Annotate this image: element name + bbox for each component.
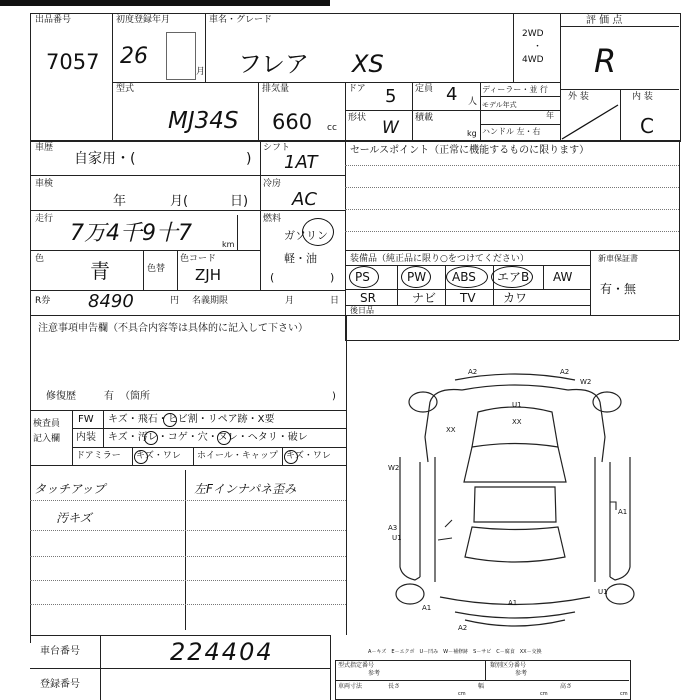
divider (112, 13, 113, 140)
divider (560, 89, 679, 90)
equipment-item: SR (360, 291, 376, 305)
sheet-header-bar (0, 0, 330, 6)
equipment-circle (401, 266, 431, 288)
interior-label: 内 装 (632, 92, 653, 102)
divider (205, 13, 206, 82)
ac-value: AC (292, 189, 317, 210)
circle-mark (134, 450, 148, 464)
check-fw-label: FW (78, 414, 94, 425)
score-label: 評 価 点 (586, 15, 623, 26)
divider (30, 315, 679, 316)
sales-point-label: セールスポイント（正常に機能するものに限ります） (350, 145, 590, 156)
circle-mark (217, 431, 231, 445)
divider (260, 140, 261, 290)
drive-4wd: 4WD (522, 55, 544, 65)
dotted-line (30, 604, 346, 605)
damage-mark-front-right: A2 (560, 368, 570, 376)
equipment-item: エアB (497, 270, 530, 284)
equipment-item: TV (460, 291, 476, 305)
dims-label: 車両寸法 (338, 683, 363, 690)
repair-close: ) (332, 391, 336, 402)
dotted-line (30, 500, 346, 501)
model-code: MJ34S (168, 108, 239, 134)
first-reg-label: 初度登録年月 (116, 15, 171, 25)
check-wheel-label: ホイール・キャップ (197, 451, 278, 461)
divider (480, 96, 560, 97)
dotted-line (345, 187, 679, 188)
drive-dot: ・ (533, 42, 543, 52)
equipment-item: ナビ (412, 291, 437, 305)
usage-label: 車歴 (35, 143, 54, 153)
damage-mark-front: A2 (468, 368, 478, 376)
check-mirror-text: キズ・ワレ (136, 451, 181, 461)
divider (335, 680, 629, 681)
dotted-line (345, 165, 679, 166)
grade: XS (352, 50, 384, 78)
mileage-unit: km (222, 240, 235, 249)
divider (72, 428, 346, 429)
divider (30, 668, 330, 669)
circle-mark (144, 431, 158, 445)
shift-label: シフト (263, 143, 291, 153)
divider (345, 110, 560, 111)
dotted-line (345, 231, 679, 232)
check-interior-label: 内装 (76, 432, 96, 443)
dotted-line (30, 530, 346, 531)
check-wheel-text: キズ・ワレ (286, 451, 331, 461)
usage-value: 自家用・( (74, 151, 136, 167)
divider (543, 265, 544, 290)
divider (72, 410, 73, 465)
height-cm: cm (620, 691, 628, 697)
load-unit: kg (467, 129, 477, 138)
handwritten-note-1: タッチアップ (34, 482, 106, 496)
equipment-item: カワ (503, 291, 528, 305)
divider (143, 250, 144, 290)
divider (397, 265, 398, 305)
chassis-label: 車台番号 (40, 646, 80, 657)
divider (30, 250, 260, 251)
damage-mark-left-door-a: A3 (388, 524, 398, 532)
damage-mark-left-rear: A1 (422, 604, 432, 612)
fuel-light: 軽・油 (284, 252, 317, 265)
mileage-value: 7万4千9十7 (70, 221, 192, 246)
recycle-label: R券 (35, 296, 51, 306)
fuel-paren-open: ( (270, 271, 275, 284)
circle-mark (163, 413, 177, 427)
registration-month: 月 (285, 296, 295, 306)
damage-mark-front-right-corner: W2 (580, 378, 592, 386)
divider (560, 26, 679, 27)
reference-left: 参考 (368, 670, 381, 677)
chassis-number: 224404 (170, 638, 274, 666)
inspection-year: 年 (113, 194, 127, 209)
body-shape-label: 形状 (348, 113, 367, 123)
divider (193, 447, 194, 465)
damage-mark-left-door-u: U1 (392, 534, 402, 542)
first-reg-month-box (166, 32, 196, 80)
exterior-slash (560, 103, 620, 140)
divider (679, 140, 680, 340)
exterior-label: 外 装 (568, 92, 589, 102)
doors: 5 (385, 86, 397, 107)
fuel-label: 燃料 (263, 214, 282, 224)
load-label: 積載 (415, 113, 434, 123)
repair-label: 修復歴 (46, 391, 76, 402)
displacement-unit: cc (327, 123, 337, 133)
fuel-paren-close: ) (330, 271, 335, 284)
divider (30, 175, 345, 176)
divider (346, 465, 347, 635)
divider (72, 447, 346, 448)
color-change-label: 色替 (147, 264, 166, 274)
divider (445, 265, 446, 305)
check-interior-text: キズ・汚レ・コゲ・穴・ヌレ・ヘタリ・破レ (108, 432, 308, 443)
plate-label: 登録番号 (40, 679, 80, 690)
width-label: 幅 (478, 683, 485, 690)
divider (177, 250, 178, 290)
equipment-circle (446, 266, 488, 288)
registration-expiry-label: 名義期限 (192, 296, 229, 306)
divider (282, 447, 283, 465)
first-reg-year: 26 (120, 44, 148, 69)
model-name: フレア (238, 50, 310, 78)
equipment-circle (349, 266, 379, 288)
diagram-legend: A－キズ E－エクボ U－凹み W－補修跡 S－サビ C－腐食 XX－交換 (368, 649, 542, 655)
divider (30, 290, 345, 291)
inspector-label: 検査員 (33, 419, 61, 429)
divider (513, 13, 514, 82)
divider (620, 89, 621, 140)
length-cm: cm (458, 691, 466, 697)
notes-label: 注意事項申告欄（不具合内容等は具体的に記入して下さい） (38, 323, 308, 334)
handwritten-note-3: 左Fインナパネ歪み (194, 482, 297, 496)
equipment-item: AW (553, 270, 573, 284)
category-label: 類別区分番号 (490, 662, 527, 669)
usage-close: ) (246, 151, 252, 167)
divider (345, 250, 679, 251)
body-shape: W (382, 118, 399, 138)
divider (345, 340, 679, 341)
divider (345, 82, 346, 140)
damage-mark-left-pillar: W2 (388, 464, 400, 472)
ac-label: 冷房 (263, 179, 282, 189)
equipment-circle (491, 266, 533, 288)
inspection-day: 日) (230, 194, 249, 209)
dotted-line (30, 580, 346, 581)
inspection-month: 月( (170, 194, 189, 209)
repair-location: （箇所 (120, 391, 150, 402)
equipment-item: ABS (452, 270, 476, 284)
divider (485, 660, 486, 680)
divider (590, 250, 591, 315)
circle-mark (284, 450, 298, 464)
damage-mark-hood-xx: XX (512, 418, 522, 426)
divider (30, 635, 330, 636)
color-label: 色 (35, 254, 45, 264)
doors-label: ドア (348, 84, 366, 94)
divider (345, 140, 346, 340)
lot-number-label: 出品番号 (35, 15, 72, 25)
recycle-value: 8490 (88, 291, 134, 312)
mileage-label: 走行 (35, 214, 54, 224)
equipment-label: 装備品（純正品に限り○をつけてください） (350, 254, 529, 264)
car-damage-diagram (380, 362, 650, 647)
model-grade-label: 車名・グレード (209, 15, 273, 25)
color-code-label: 色コード (180, 254, 217, 264)
interior-score: C (640, 114, 654, 138)
post-date-label: 後日品 (350, 306, 374, 315)
capacity-unit: 人 (468, 97, 478, 107)
width-cm: cm (540, 691, 548, 697)
divider (30, 465, 346, 466)
divider (345, 305, 590, 306)
damage-mark-fender-left: XX (446, 426, 456, 434)
divider (30, 410, 346, 411)
warranty-label: 新車保証書 (598, 254, 638, 263)
model-note-label: 型式指定番号 (338, 662, 375, 669)
warranty-value: 有・無 (600, 282, 637, 296)
divider (346, 315, 347, 465)
damage-mark-right-door: A1 (618, 508, 628, 516)
check-fw-text: キズ・飛石・ヒビ割・リペア跡・X要 (108, 414, 275, 425)
equipment-item: PW (407, 270, 427, 284)
handle-label: ハンドル 左・右 (482, 127, 541, 136)
score-value: R (594, 42, 617, 80)
inspection-label: 車検 (35, 179, 54, 189)
divider (480, 82, 481, 140)
divider (30, 140, 679, 141)
damage-mark-rear: A1 (508, 599, 518, 607)
equipment-item: PS (355, 270, 370, 284)
divider (345, 289, 590, 290)
notes-entry-label: 記入欄 (33, 434, 61, 444)
divider (258, 82, 259, 140)
divider (412, 82, 413, 140)
model-code-label: 型式 (116, 84, 135, 94)
registration-day: 日 (330, 296, 340, 306)
capacity: 4 (446, 84, 458, 105)
damage-mark-right-rear: U1 (598, 588, 608, 596)
fuel-value: ガソリン (284, 229, 328, 242)
divider (30, 140, 31, 643)
color-code: ZJH (195, 266, 221, 284)
color-value: 青 (90, 259, 110, 283)
divider (185, 470, 186, 630)
divider (237, 215, 238, 250)
lot-number: 7057 (46, 50, 100, 74)
divider (103, 410, 104, 447)
handwritten-note-2: 汚キズ (56, 511, 92, 525)
damage-mark-hood: U1 (512, 401, 522, 409)
model-year-unit: 年 (546, 111, 554, 120)
shift-value: 1AT (284, 152, 318, 173)
divider (100, 635, 101, 700)
divider (30, 210, 345, 211)
displacement-label: 排気量 (262, 84, 290, 94)
reference-right: 参考 (515, 670, 528, 677)
divider (132, 447, 133, 465)
month-unit: 月 (196, 67, 206, 77)
repair-value: 有 (104, 391, 114, 402)
damage-mark-rear-bumper: A2 (458, 624, 468, 632)
displacement: 660 (272, 110, 313, 134)
model-year-label: モデル年式 (482, 101, 517, 109)
check-mirror-label: ドアミラー (76, 451, 121, 461)
capacity-label: 定員 (415, 84, 434, 94)
dotted-line (345, 209, 679, 210)
height-label: 高さ (560, 683, 573, 690)
drive-2wd: 2WD (522, 29, 544, 39)
dealer-label: ディーラー・並 行 (482, 85, 548, 94)
length-label: 長さ (388, 683, 401, 690)
divider (112, 82, 560, 83)
dotted-line (30, 556, 346, 557)
yen: 円 (170, 296, 180, 306)
divider (480, 124, 560, 125)
divider (330, 635, 331, 700)
